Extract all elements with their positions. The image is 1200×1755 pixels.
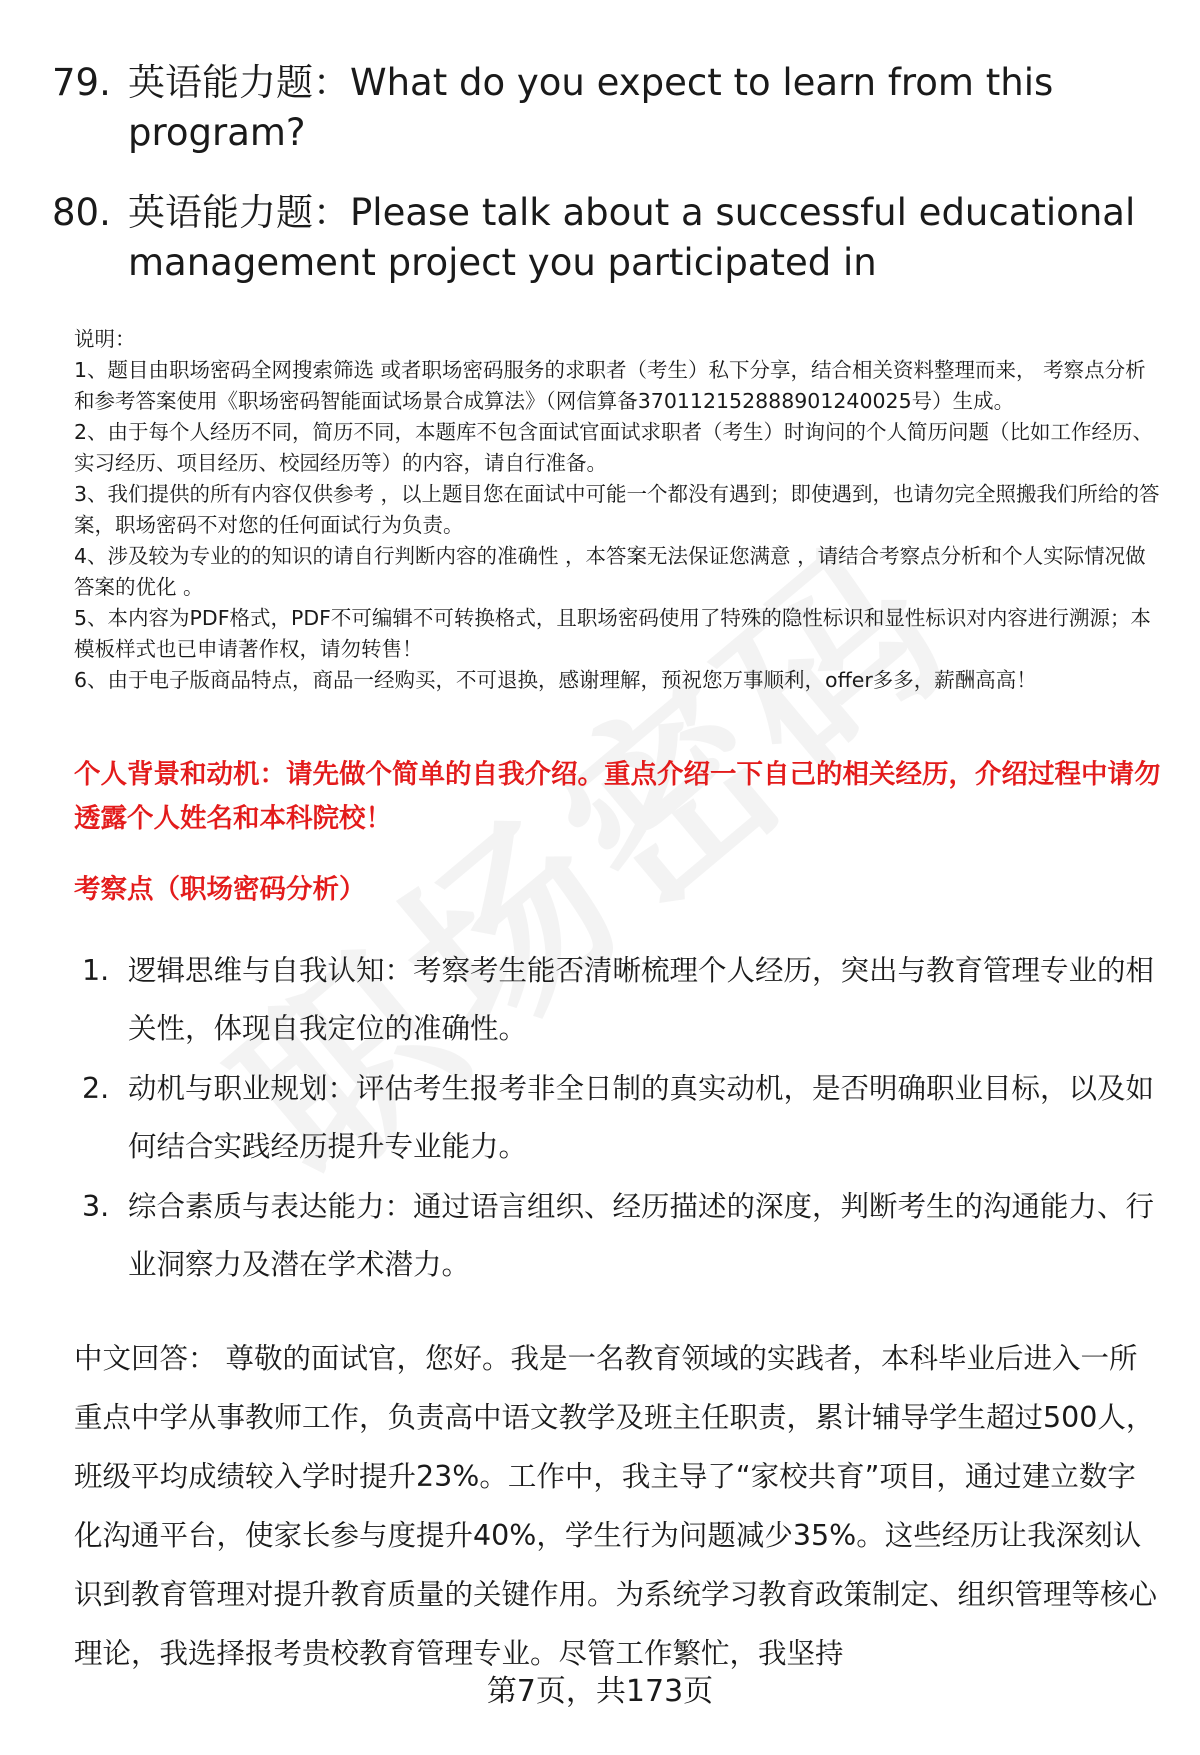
question-item xyxy=(52,188,1162,288)
question-list xyxy=(52,58,1162,318)
point-number: 3. xyxy=(82,1190,110,1223)
question-number: 80. xyxy=(52,191,111,234)
point-text: 动机与职业规划：评估考生报考非全日制的真实动机，是否明确职业目标，以及如何结合实践经历提升专业能力。 xyxy=(128,1072,1155,1163)
question-item xyxy=(52,58,1162,158)
page-footer: 第7页，共173页 xyxy=(486,1674,714,1709)
note-item: 1、题目由职场密码全网搜索筛选 或者职场密码服务的求职者（考生）私下分享，结合相关资料整理而来， 考察点分析和参考答案使用《职场密码智能面试场景合成算法》（网信算备370112152888901240025号）生成。 xyxy=(74,358,1146,413)
note-item: 6、由于电子版商品特点，商品一经购买，不可退换，感谢理解，预祝您万事顺利，offer多多，薪酬高高！ xyxy=(74,668,1037,692)
note-item: 2、由于每个人经历不同，简历不同，本题库不包含面试官面试求职者（考生）时询问的个人简历问题（比如工作经历、实习经历、项目经历、校园经历等）的内容，请自行准备。 xyxy=(74,420,1154,475)
notes-section xyxy=(74,324,1164,696)
analysis-heading: 考察点（职场密码分析） xyxy=(74,874,366,905)
question-number: 79. xyxy=(52,61,111,104)
question-text: 英语能力题：What do you expect to learn from this program? xyxy=(128,61,1054,154)
question-text: 英语能力题：Please talk about a successful educational management project you participated in xyxy=(128,191,1136,284)
analysis-point xyxy=(82,1060,1162,1176)
current-question: 个人背景和动机：请先做个简单的自我介绍。重点介绍一下自己的相关经历，介绍过程中请勿透露个人姓名和本科院校！ xyxy=(74,759,1161,834)
point-number: 1. xyxy=(82,954,110,987)
point-text: 逻辑思维与自我认知：考察考生能否清晰梳理个人经历，突出与教育管理专业的相关性，体现自我定位的准确性。 xyxy=(128,954,1155,1045)
analysis-point xyxy=(82,942,1162,1058)
note-item: 5、本内容为PDF格式，PDF不可编辑不可转换格式，且职场密码使用了特殊的隐性标识和显性标识对内容进行溯源；本模板样式也已申请著作权，请勿转售！ xyxy=(74,606,1151,661)
note-item: 3、我们提供的所有内容仅供参考 ，以上题目您在面试中可能一个都没有遇到；即使遇到，也请勿完全照搬我们所给的答案，职场密码不对您的任何面试行为负责。 xyxy=(74,482,1160,537)
note-item: 4、涉及较为专业的的知识的请自行判断内容的准确性 ，本答案无法保证您满意 ，请结合考察点分析和个人实际情况做答案的优化 。 xyxy=(74,544,1146,599)
notes-title: 说明： xyxy=(74,327,136,351)
point-number: 2. xyxy=(82,1072,110,1105)
point-text: 综合素质与表达能力：通过语言组织、经历描述的深度，判断考生的沟通能力、行业洞察力及潜在学术潜力。 xyxy=(128,1190,1155,1281)
analysis-point xyxy=(82,1178,1162,1294)
analysis-points xyxy=(82,942,1162,1296)
answer-text: 中文回答： 尊敬的面试官，您好。我是一名教育领域的实践者，本科毕业后进入一所重点中学从事教师工作，负责高中语文教学及班主任职责，累计辅导学生超过500人，班级平均成绩较入学时提升23%。工作中，我主导了“家校共育”项目，通过建立数字化沟通平台，使家长参与度提升40%，学生行为问题减少35%。这些经历让我深刻认识到教育管理对提升教育质量的关键作用。为系统学习教育政策制定、组织管理等核心理论，我选择报考贵校教育管理专业。尽管工作繁忙，我坚持 xyxy=(74,1342,1158,1670)
